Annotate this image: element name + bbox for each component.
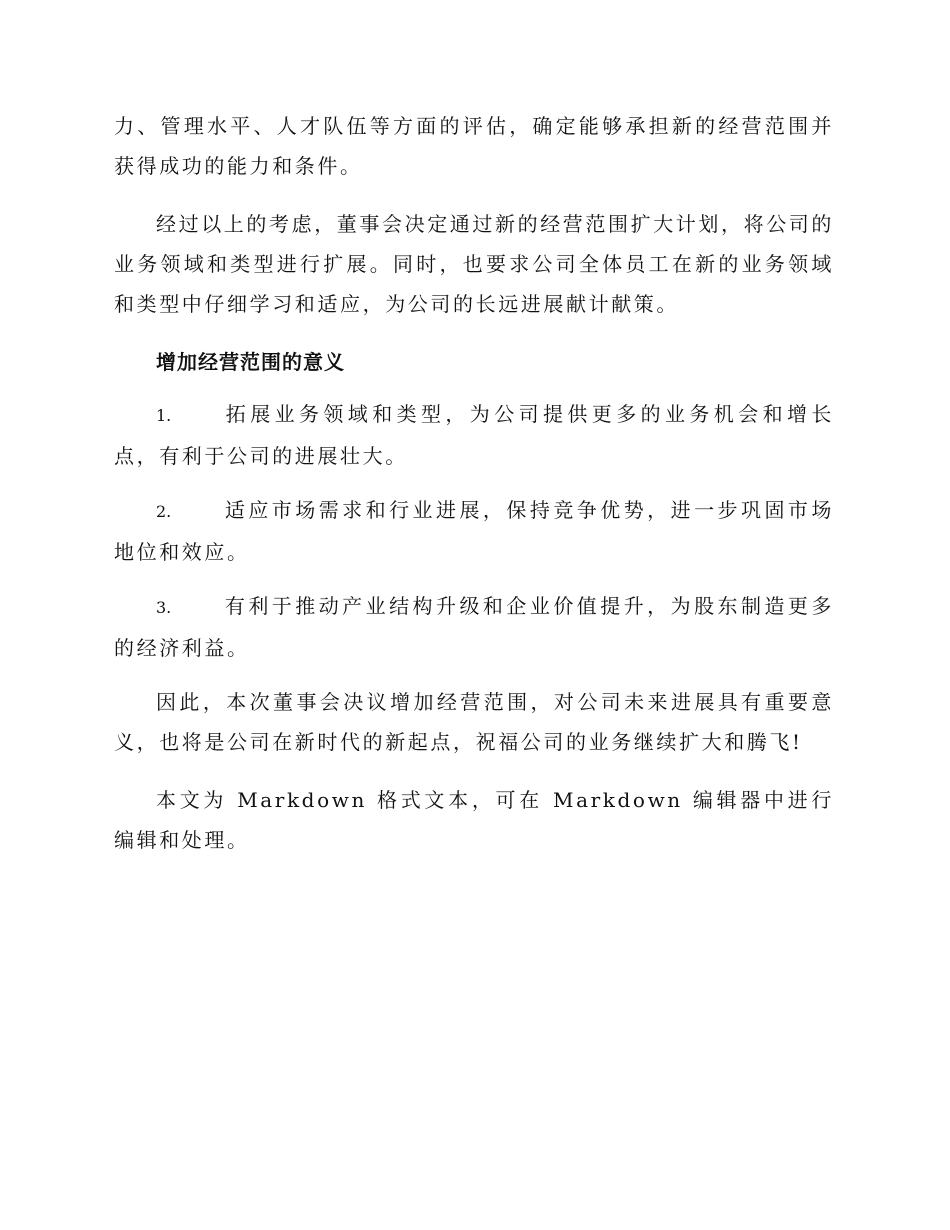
list-item-1 <box>114 394 834 476</box>
list-item-3 <box>114 586 834 668</box>
list-number: 1. <box>156 406 172 425</box>
decision-paragraph: 经过以上的考虑，董事会决定通过新的经营范围扩大计划，将公司的业务领域和类型进行扩展。同时，也要求公司全体员工在新的业务领域和类型中仔细学习和适应，为公司的长远进展献计献策。 <box>114 212 834 316</box>
document-body <box>114 106 834 878</box>
intro-continuation-paragraph: 力、管理水平、人才队伍等方面的评估，确定能够承担新的经营范围并获得成功的能力和条件。 <box>114 114 834 178</box>
list-item-text: 拓展业务领域和类型，为公司提供更多的业务机会和增长点，有利于公司的进展壮大。 <box>114 402 834 468</box>
list-number: 2. <box>156 502 172 521</box>
list-number: 3. <box>156 598 172 617</box>
note-paragraph: 本文为 Markdown 格式文本，可在 Markdown 编辑器中进行编辑和处理。 <box>114 788 834 852</box>
list-item-text: 有利于推动产业结构升级和企业价值提升，为股东制造更多的经济利益。 <box>114 594 834 660</box>
list-item-text: 适应市场需求和行业进展，保持竞争优势，进一步巩固市场地位和效应。 <box>114 498 834 564</box>
list-item-2 <box>114 490 834 572</box>
conclusion-paragraph: 因此，本次董事会决议增加经营范围，对公司未来进展具有重要意义，也将是公司在新时代的新起点，祝福公司的业务继续扩大和腾飞! <box>114 690 834 754</box>
section-heading: 增加经营范围的意义 <box>156 350 345 374</box>
